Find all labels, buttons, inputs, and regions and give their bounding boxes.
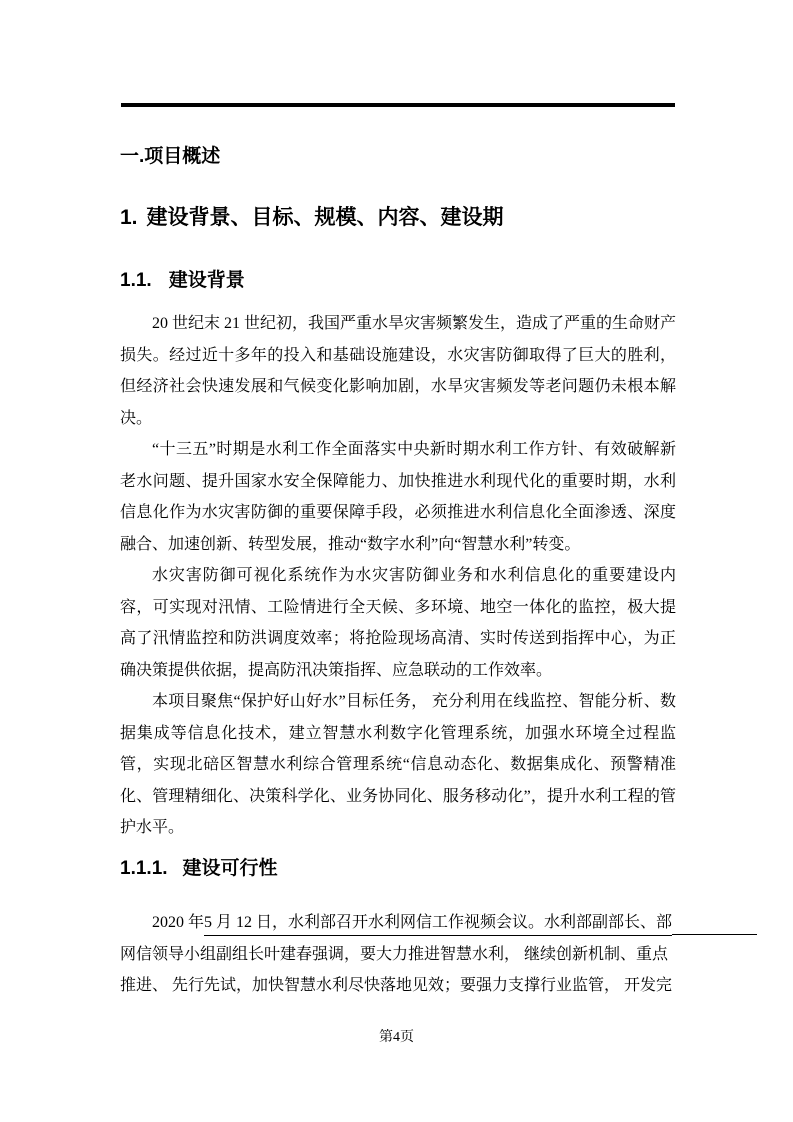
paragraph-5-underlined-text: 5 月 12 日，水利部召开水利网信工作视频会议。水利部副部长、部 [204, 911, 672, 936]
paragraph-5-underline-extension [672, 911, 757, 935]
paragraph-5-prefix-text: 2020 年 [152, 914, 205, 931]
chapter-heading-label: 项目概述 [144, 146, 221, 167]
chapter-heading-number: 一. [120, 146, 145, 167]
subsection-heading-number: 1.1. [120, 270, 152, 291]
body-paragraph-1: 20 世纪末 21 世纪初，我国严重水旱灾害频繁发生，造成了严重的生命财产损失。经过近十多年的投入和基础设施建设，水灾害防御取得了巨大的胜利，但经济社会快速发展和气候变化影响加剧，水旱灾害频发等老问题仍未根本解决。 [120, 315, 677, 427]
paragraph-5-line-1 [120, 907, 757, 935]
section-heading-number: 1. [120, 206, 138, 229]
subsubsection-heading-number: 1.1.1. [120, 858, 168, 879]
page-number-footer: 第4页 [379, 1030, 414, 1045]
body-paragraph-3: 水灾害防御可视化系统作为水灾害防御业务和水利信息化的重要建设内容，可实现对汛情、工险情进行全天候、多环境、地空一体化的监控，极大提高了汛情监控和防洪调度效率；将抢险现场高清、实时传送到指挥中心，为正确决策提供依据，提高防汛决策指挥、应急联动的工作效率。 [120, 567, 676, 679]
body-paragraph-2: “十三五”时期是水利工作全面落实中央新时期水利工作方针、有效破解新老水问题、提升国家水安全保障能力、加快推进水利现代化的重要时期，水利信息化作为水灾害防御的重要保障手段，必须推进水利信息化全面渗透、深度融合、加速创新、转型发展，推动“数字水利”向“智慧水利”转变。 [120, 441, 676, 553]
paragraph-5-line-3: 推进、 先行先试，加快智慧水利尽快落地见效；要强力支撑行业监管， 开发完 [120, 977, 673, 994]
subsubsection-heading [120, 858, 680, 880]
header-border-rule [121, 103, 675, 107]
section-heading-label: 建设背景、目标、规模、内容、建设期 [146, 206, 504, 229]
body-paragraph-5 [120, 907, 757, 1002]
subsubsection-heading-label: 建设可行性 [182, 858, 278, 879]
body-paragraph-4: 本项目聚焦“保护好山好水”目标任务， 充分利用在线监控、智能分析、数据集成等信息化技术，建立智慧水利数字化管理系统，加强水环境全过程监管，实现北碚区智慧水利综合管理系统“信息动态化、数据集成化、预警精准化、管理精细化、决策科学化、业务协同化、服务移动化”，提升水利工程的管护水平。 [120, 693, 676, 836]
subsection-heading [120, 270, 680, 292]
section-heading [120, 206, 680, 230]
paragraph-5-line-2: 网信领导小组副组长叶建春强调，要大力推进智慧水利， 继续创新机制、重点 [120, 945, 669, 963]
subsection-heading-label: 建设背景 [168, 270, 245, 291]
chapter-heading [120, 146, 680, 168]
